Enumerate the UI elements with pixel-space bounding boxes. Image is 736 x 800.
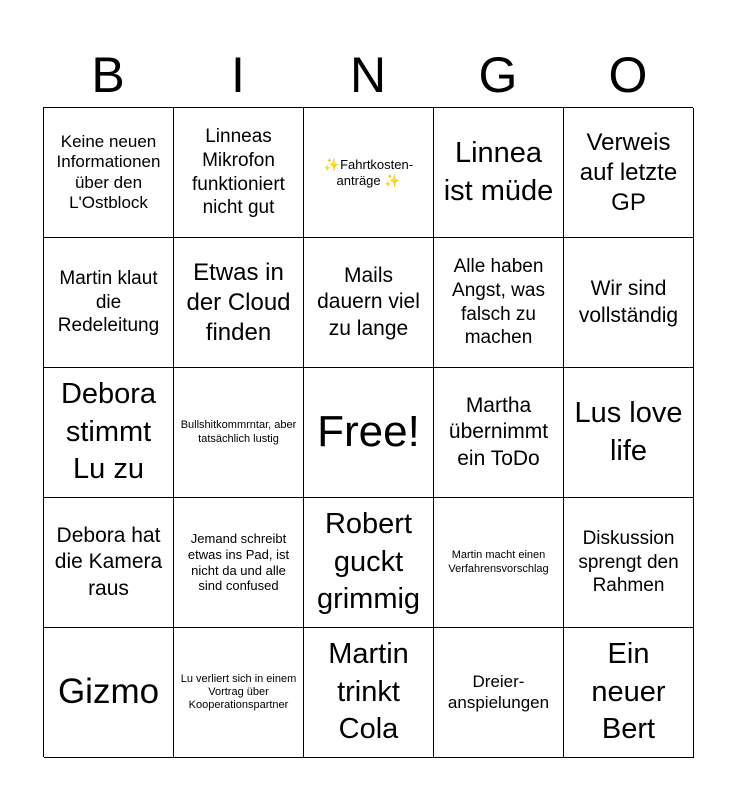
header-letter-o: O [608,47,648,103]
cell-text: Ein neuer Bert [591,637,666,746]
bingo-cell[interactable] [44,368,174,498]
cell-text: Alle haben Angst, was falsch zu machen [452,256,545,349]
cell-text: Jemand schreibt etwas ins Pad, ist nicht da und alle sind confused [187,531,290,594]
cell-text: Martha übernimmt ein ToDo [448,394,549,470]
bingo-cell[interactable] [434,368,564,498]
cell-text: Wir sind vollständig [578,277,679,327]
header-letter-n: N [349,47,387,103]
cell-text: Bullshitkommrntar, aber tatsächlich lustig [180,419,297,445]
bingo-cell[interactable] [434,498,564,628]
bingo-board [43,107,693,757]
cell-text: Martin klaut die Redeleitung [57,267,160,337]
cell-text: Keine neuen Informationen über den L'Ostblock [56,131,161,212]
cell-text: Debora hat die Kamera raus [54,524,163,600]
cell-text: Free! [317,407,420,457]
bingo-cell[interactable] [174,238,304,368]
bingo-header [43,42,693,108]
bingo-cell[interactable] [174,628,304,758]
bingo-cell[interactable] [174,368,304,498]
bingo-cell[interactable] [434,238,564,368]
free-space-cell[interactable] [304,368,434,498]
bingo-cell[interactable] [564,238,694,368]
bingo-cell[interactable] [434,628,564,758]
cell-text: Lu verliert sich in einem Vortrag über Kooperationspartner [180,672,297,712]
header-letter-g: G [478,47,518,103]
bingo-cell[interactable] [304,498,434,628]
bingo-cell[interactable] [44,498,174,628]
cell-text: Debora stimmt Lu zu [60,377,157,486]
bingo-cell[interactable] [44,628,174,758]
cell-text: Gizmo [57,672,160,712]
bingo-cell[interactable] [434,108,564,238]
cell-text: Etwas in der Cloud finden [186,258,291,346]
cell-text: Dreier-anspielungen [447,672,550,712]
cell-text: Lus love life [574,396,683,467]
cell-text: Mails dauern viel zu lange [317,264,420,340]
bingo-cell[interactable] [564,108,694,238]
bingo-cell[interactable] [44,238,174,368]
bingo-cell[interactable] [304,238,434,368]
cell-text: Robert guckt grimmig [316,507,421,616]
cell-text: Verweis auf letzte GP [579,128,678,216]
cell-text: Martin macht einen Verfahrensvorschlag [448,549,549,575]
cell-text: ✨Fahrtkosten-anträge ✨ [323,156,414,188]
cell-text: Linnea ist müde [443,136,554,207]
bingo-cell[interactable] [304,628,434,758]
bingo-cell[interactable] [564,368,694,498]
bingo-cell[interactable] [564,498,694,628]
header-letter-b: B [91,47,125,103]
bingo-cell[interactable] [174,108,304,238]
bingo-cell[interactable] [174,498,304,628]
cell-text: Diskussion sprengt den Rahmen [578,527,679,597]
cell-text: Martin trinkt Cola [328,637,409,746]
bingo-cell[interactable] [44,108,174,238]
bingo-cell[interactable] [304,108,434,238]
cell-text: Linneas Mikrofon funktioniert nicht gut [192,126,285,219]
header-letter-i: I [231,47,245,103]
bingo-cell[interactable] [564,628,694,758]
